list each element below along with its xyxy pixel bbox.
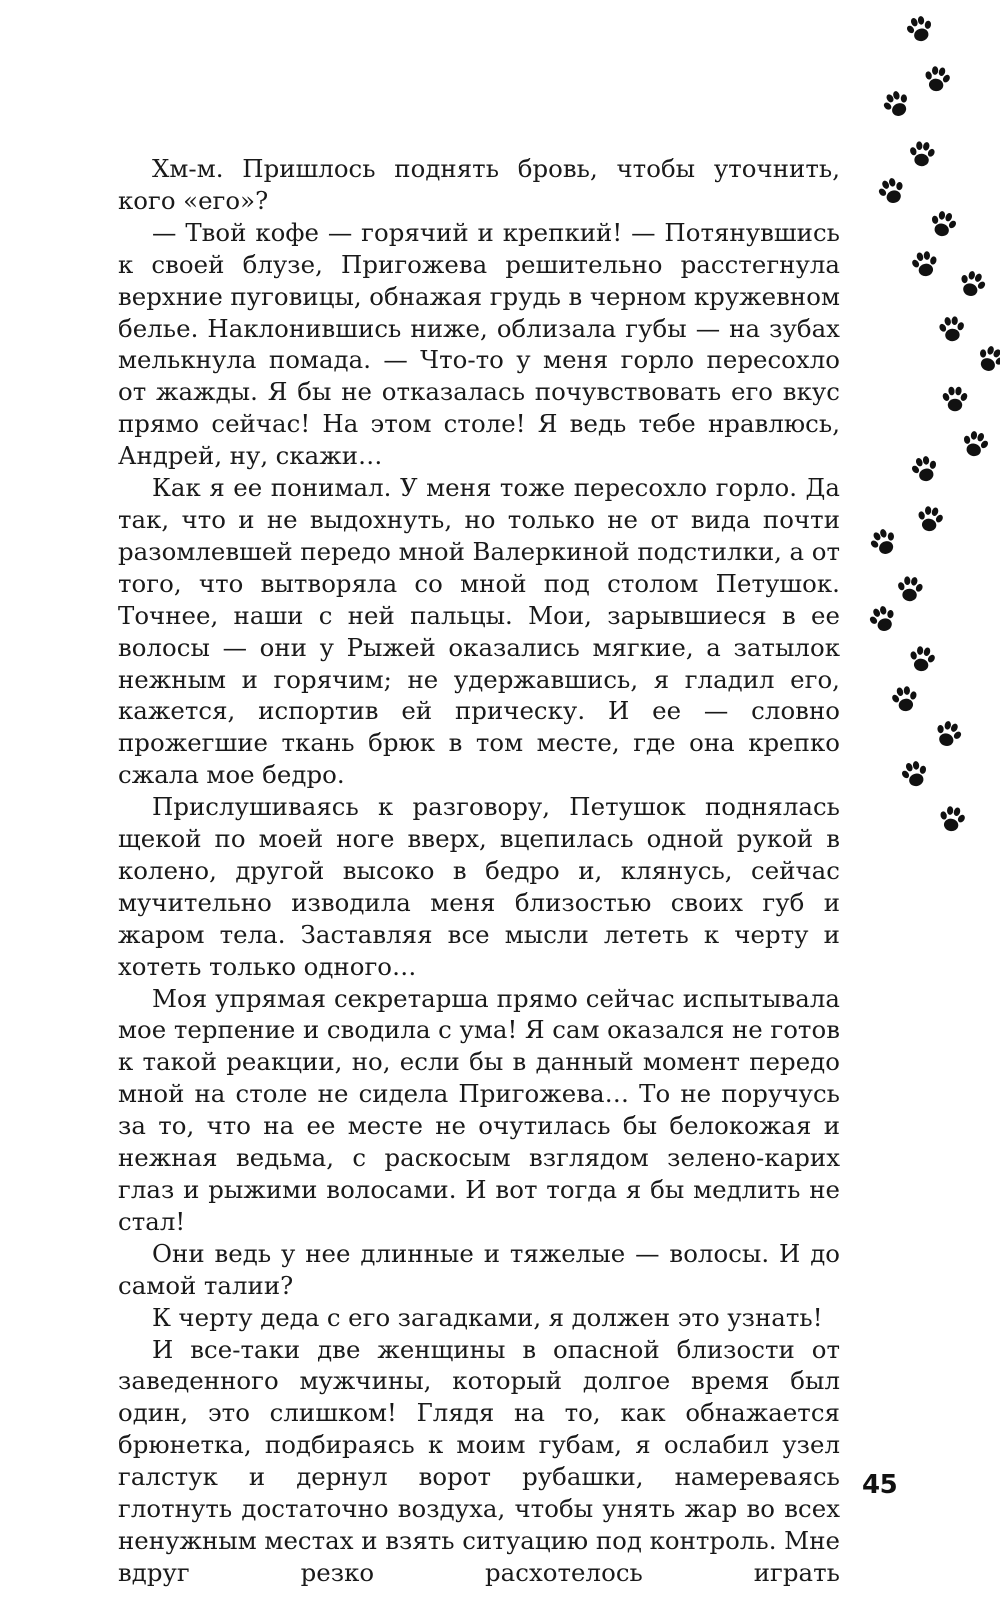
paw-print-icon — [879, 87, 914, 121]
paw-print-icon — [903, 13, 936, 44]
paw-print-icon — [931, 718, 965, 751]
paw-print-icon — [866, 603, 900, 636]
paw-print-icon — [875, 175, 909, 208]
paragraph: К черту деда с его загадками, я должен это узнать! — [152, 1302, 823, 1332]
paw-print-icon — [941, 386, 968, 411]
paw-print-icon — [908, 140, 937, 167]
paragraph: Как я ее понимал. У меня тоже пересохло горло. Да так, что и не выдохнуть, но только не от вида почти разомлевшей передо мной Валеркиной подстилки, а от того, что вытворяла со мной под столом Петушок. Точнее, наши с ней пальцы. Мои, зарывшиеся в ее волосы — они у Рыжей оказались мягкие, а затылок нежным и горячим; не удержавшись, я гладил его, кажется, испортив ей прическу. И ее — словно прожегшие ткань брюк в том месте, где она крепко сжала мое бедро. — [118, 473, 840, 790]
paw-print-icon — [973, 342, 1000, 376]
paw-print-icon — [955, 268, 989, 301]
paw-print-icon — [937, 804, 968, 833]
paw-print-icon — [915, 504, 946, 533]
paw-print-icon — [937, 315, 966, 342]
paragraph: — Твой кофе — горячий и крепкий! — Потянувшись к своей блузе, Пригожева решительно расстегнула верхние пуговицы, обнажая грудь в черном кружевном белье. Наклонившись ниже, облизала губы — на зубах мелькнула помада. — Что-то у меня горло пересохло от жажды. Я бы не отказалась почувствовать его вкус прямо сейчас! На этом столе! Я ведь тебе нравлюсь, Андрей, ну, скажи… — [118, 217, 840, 471]
paw-print-icon — [908, 453, 941, 484]
paw-print-icon — [866, 525, 901, 559]
paw-print-icon — [889, 684, 920, 713]
paw-print-icon — [922, 64, 953, 93]
paw-print-icon — [959, 428, 992, 459]
paragraph: И все-таки две женщины в опасной близости от заведенного мужчины, который долгое время был один, это слишком! Глядя на то, как обнажается брюнетка, подбираясь к моим губам, я ослабил узел галстук и дернул ворот рубашки, намереваясь глотнуть достаточно воздуха, чтобы унять жар во всех ненужным местах и взять ситуацию под контроль. Мне вдруг резко расхотелось играть — [118, 1334, 840, 1587]
paw-print-icon — [896, 575, 925, 602]
paw-print-icon — [898, 758, 931, 789]
paragraph: Моя упрямая секретарша прямо сейчас испытывала мое терпение и сводила с ума! Я сам оказался не готов к такой реакции, но, если бы в данный момент передо мной на столе не сидела Пригожева… То не поручусь за то, что на ее месте не очутилась бы белокожая и нежная ведьма, с раскосым взглядом зелено-карих глаз и рыжими волосами. И вот тогда я бы медлить не стал! — [118, 983, 840, 1236]
body-text — [118, 153, 840, 1589]
paw-print-icon — [927, 208, 960, 239]
paragraph: Они ведь у нее длинные и тяжелые — волосы. И до самой талии? — [118, 1238, 840, 1300]
paw-print-icon — [909, 249, 940, 278]
paw-print-icon — [907, 644, 938, 673]
paragraph: Прислушиваясь к разговору, Петушок поднялась щекой по моей ноге вверх, вцепилась одной рукой в колено, другой высоко в бедро и, клянусь, сейчас мучительно изводила меня близостью своих губ и жаром тела. Заставляя все мысли лететь к черту и хотеть только одного… — [118, 792, 840, 981]
paragraph: Хм-м. Пришлось поднять бровь, чтобы уточнить, кого «его»? — [118, 154, 840, 215]
page-number: 45 — [862, 1470, 898, 1500]
